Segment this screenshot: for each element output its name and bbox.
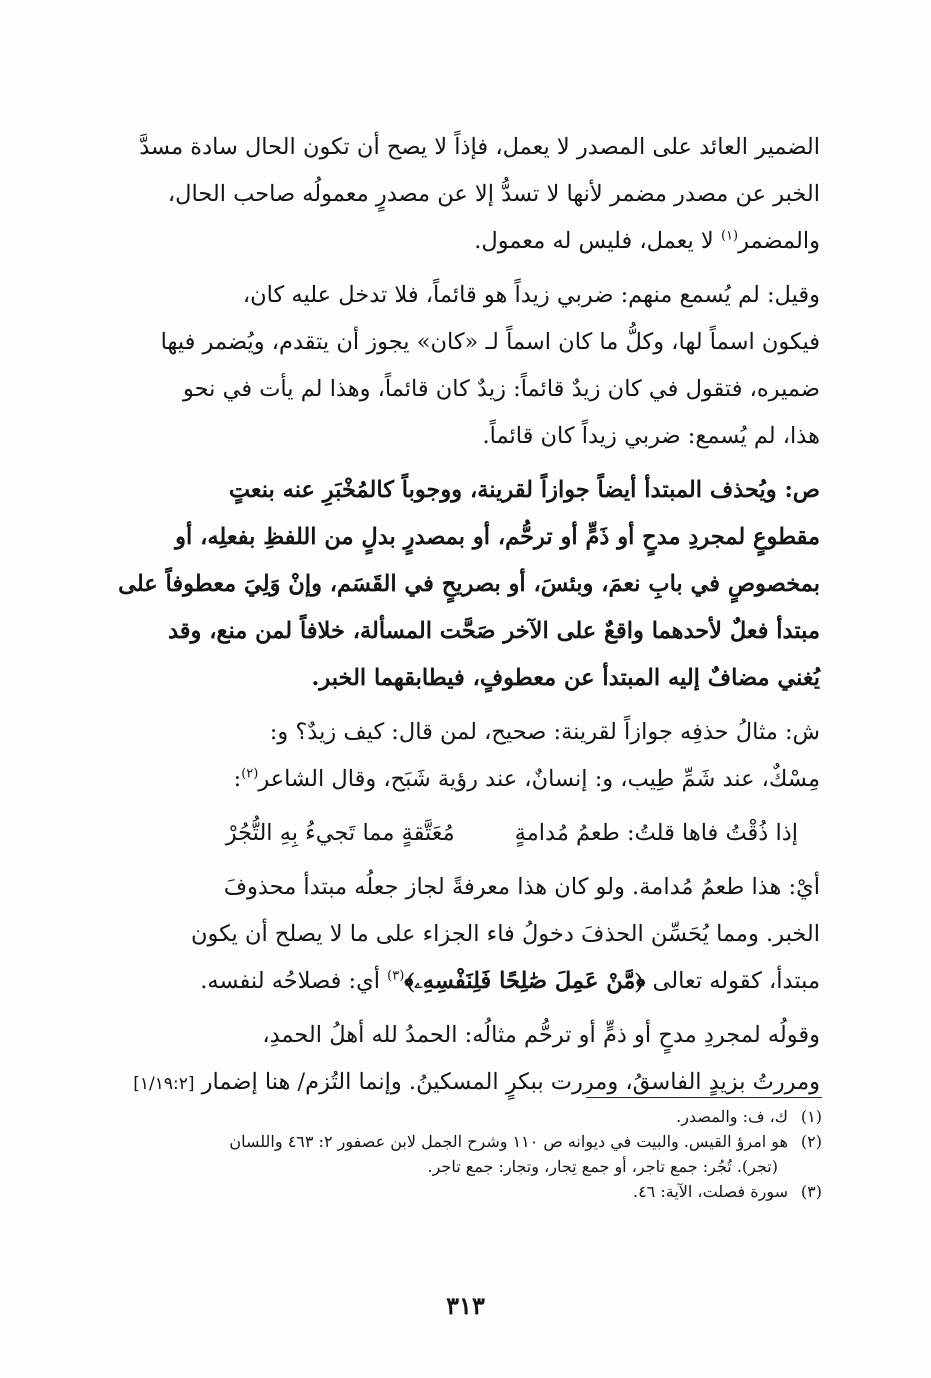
footnote-number: (١) — [800, 1107, 822, 1126]
footnote-number: (٣) — [800, 1182, 822, 1201]
footnote-text: هو امرؤ القيس. والبيت في ديوانه ص ١١٠ وشرح الجمل لابن عصفور ٢: ٤٦٣ واللسان — [229, 1132, 788, 1151]
footnote-continuation — [118, 1154, 822, 1179]
text-line: يُغني مضافٌ إليه المبتدأ عن معطوفٍ، فيطابقهما الخبر. — [311, 665, 820, 691]
text-line: فيكون اسماً لها، وكلُّ ما كان اسماً لـ «كان» يجوز أن يتقدم، ويُضمر فيها — [160, 329, 820, 355]
manuscript-reference: [١/١٩:٢] — [133, 1074, 195, 1094]
paragraph-6 — [118, 1012, 820, 1108]
quran-quote: ﴿مَّنْ عَمِلَ صَٰلِحًا فَلِنَفْسِهِۦ﴾ — [404, 968, 646, 994]
footnote-divider — [586, 1097, 822, 1098]
text-line: مبتدأ، كقوله تعالى — [652, 968, 820, 994]
text-line: هذا، لم يُسمع: ضربي زيداً كان قائماً. — [482, 423, 820, 449]
text-line: ضميره، فتقول في كان زيدٌ قائماً: زيدٌ كان قائماً، وهذا لم يأت في نحو — [183, 376, 820, 402]
text-line: والمضمر — [738, 228, 820, 254]
page-number: ٣١٣ — [446, 1291, 485, 1320]
paragraph-4 — [118, 709, 820, 803]
text-line: أي: فصلاحُه لنفسه. — [200, 968, 380, 994]
text-line: مبتدأ فعلٌ لأحدهما واقعٌ على الآخر صَحَّت المسألة، خلافاً لمن منع، وقد — [167, 618, 820, 644]
footnote-ref-2: (٢) — [241, 766, 259, 782]
text-line: بمخصوصٍ في بابِ نعمَ، وبئسَ، أو بصريحٍ في القَسَم، وإنْ وَلِيَ معطوفاً على — [118, 571, 820, 597]
text-line: ص: ويُحذف المبتدأ أيضاً جوازاً لقرينة، ووجوباً كالمُخْبَرِ عنه بنعتٍ — [228, 477, 820, 503]
text-line: ومررتُ بزيدٍ الفاسقُ، ومررت ببكرٍ المسكينُ. وإنما التُزم/ هنا إضمار — [201, 1069, 820, 1095]
text-line: أيْ: هذا طعمُ مُدامة. ولو كان هذا معرفةً لجاز جعلُه مبتدأ محذوفَ — [223, 874, 820, 900]
footnote-ref-1: (١) — [720, 228, 739, 244]
text-line: مقطوعٍ لمجردِ مدحٍ أو ذَمٍّ أو ترحُّم، أو بمصدرٍ بدلٍ من اللفظِ بفعلِه، أو — [175, 524, 820, 550]
text-line: مِسْكٌ، عند شَمِّ طِيب، و: إنسانٌ، عند رؤية شَبَح، وقال الشاعر — [258, 766, 820, 792]
main-text — [118, 124, 820, 1108]
footnote — [118, 1129, 822, 1154]
text-line: الضمير العائد على المصدر لا يعمل، فإذاً لا يصح أن تكون الحال سادة مسدَّ — [139, 134, 820, 160]
paragraph-5 — [118, 864, 820, 1005]
footnote-text: ك، ف: والمصدر. — [676, 1107, 788, 1126]
footnote — [118, 1104, 822, 1129]
text-line: لا يعمل، فليس له معمول. — [474, 228, 714, 254]
paragraph-3-matn — [118, 467, 820, 702]
poetry-verse — [118, 810, 820, 857]
text-line: الخبر عن مصدر مضمر لأنها لا تسدُّ إلا عن مصدرٍ معمولُه صاحب الحال، — [167, 181, 820, 207]
text-line: الخبر. ومما يُحَسِّن الحذفَ دخولُ فاء الجزاء على ما لا يصلح أن يكون — [190, 921, 820, 947]
text-line: وقولُه لمجردِ مدحٍ أو ذمٍّ أو ترحُّم مثالُه: الحمدُ لله أهلُ الحمدِ، — [262, 1022, 820, 1048]
footnote-number: (٢) — [800, 1132, 822, 1151]
footnote-text: (تجر). تُجُر: جمع تاجر، أو جمع تِجار، وتجار: جمع تاجر. — [427, 1157, 778, 1176]
footnote-text: سورة فصلت، الآية: ٤٦. — [632, 1182, 788, 1201]
text-line: ش: مثالُ حذفِه جوازاً لقرينة: صحيح، لمن قال: كيف زيدٌ؟ و: — [269, 719, 820, 745]
footnote-ref-3: (٣) — [387, 968, 405, 984]
paragraph-2 — [118, 272, 820, 460]
paragraph-1 — [118, 124, 820, 265]
text-line: : — [233, 766, 242, 792]
verse-hemistich-second: مُعَتَّقةٍ مما تَجيءُ بِهِ التُّجُرْ — [225, 820, 455, 846]
verse-hemistich-first: إذا ذُقْتُ فاها قلتُ: طعمُ مُدامةٍ — [514, 820, 798, 846]
text-line: وقيل: لم يُسمع منهم: ضربي زيداً هو قائماً، فلا تدخل عليه كان، — [242, 282, 820, 308]
footnote — [118, 1179, 822, 1204]
footnotes — [118, 1104, 822, 1204]
